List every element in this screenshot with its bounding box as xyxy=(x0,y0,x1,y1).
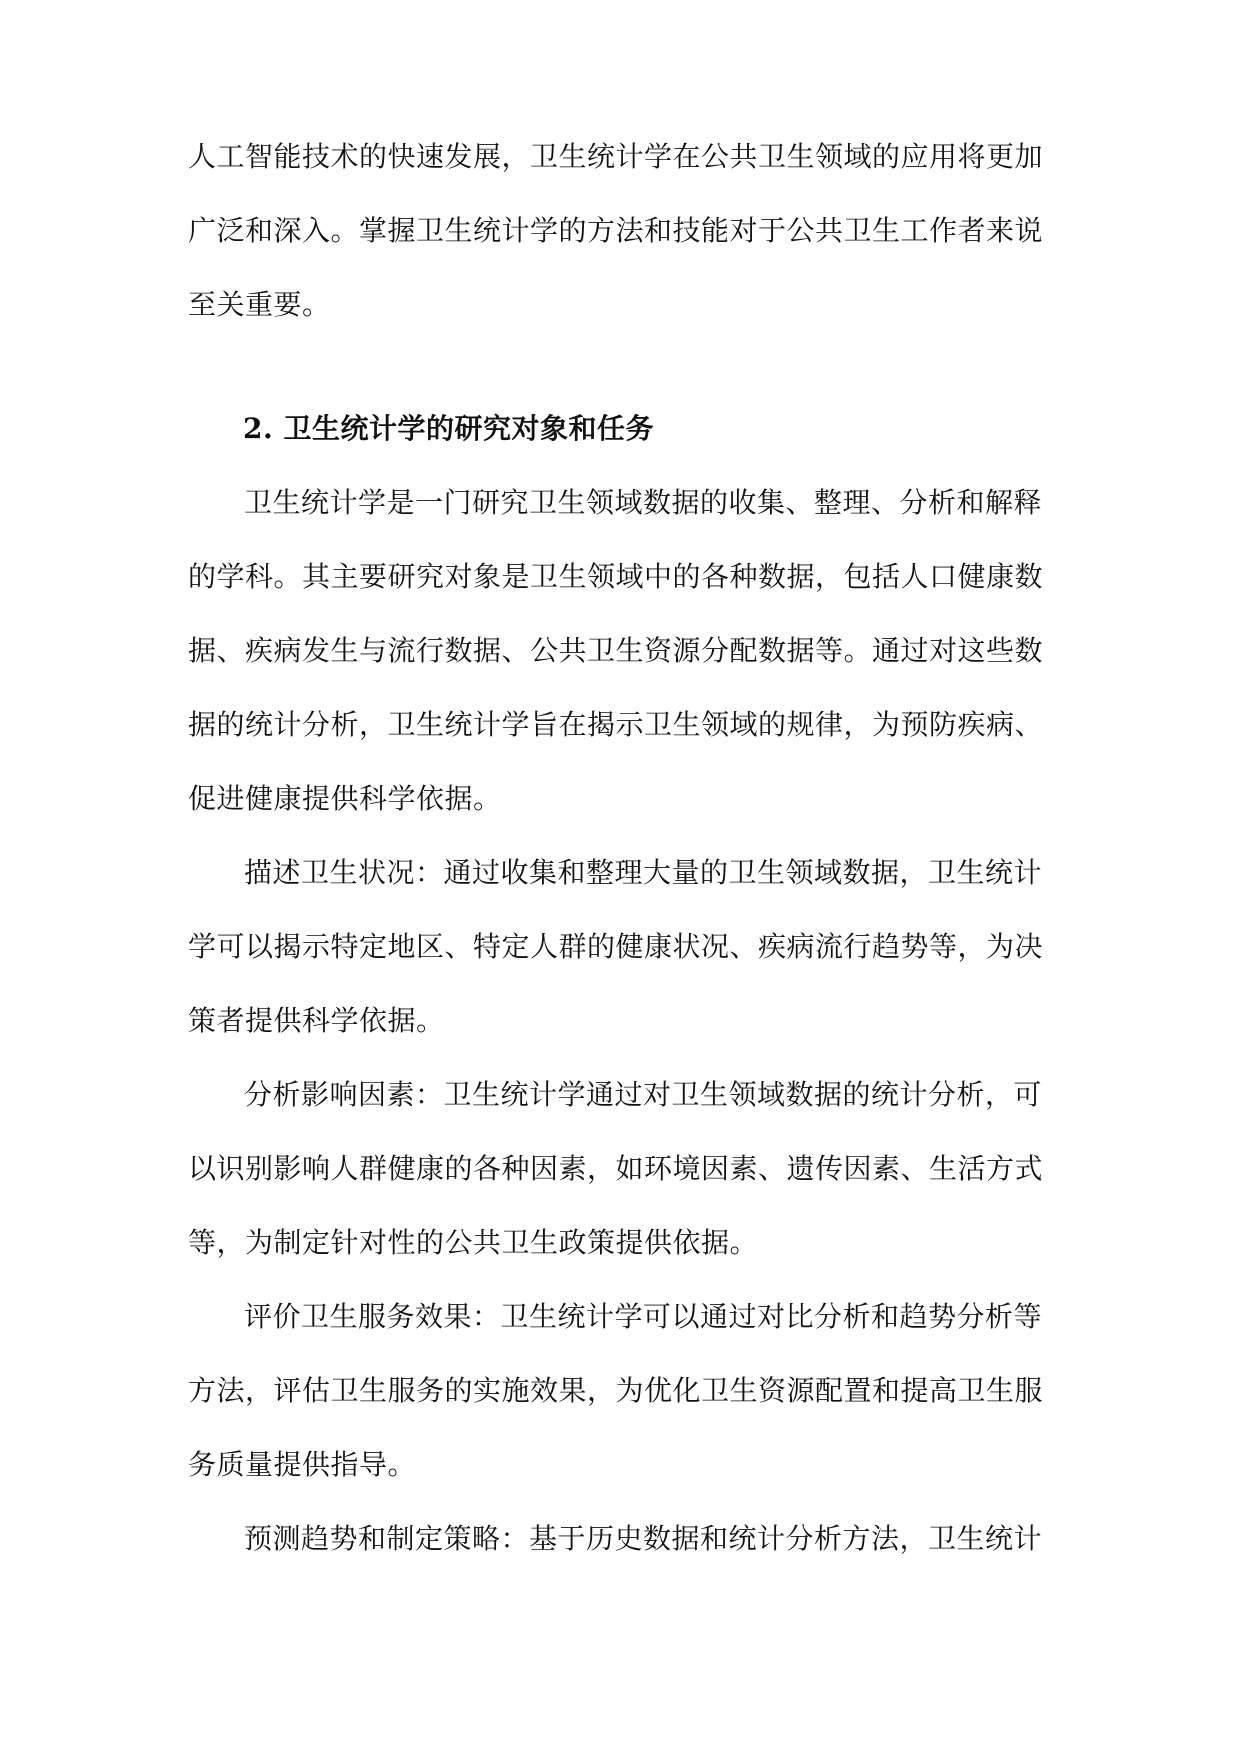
paragraph-evaluate-services: 评价卫生服务效果：卫生统计学可以通过对比分析和趋势分析等方法，评估卫生服务的实施效果，为优化卫生资源配置和提高卫生服务质量提供指导。 xyxy=(188,1300,1044,1481)
intro-paragraph: 人工智能技术的快速发展，卫生统计学在公共卫生领域的应用将更加广泛和深入。掌握卫生统计学的方法和技能对于公共卫生工作者来说至关重要。 xyxy=(188,140,1044,321)
section-heading: 2. 卫生统计学的研究对象和任务 xyxy=(243,412,654,445)
paragraph-analyze-factors: 分析影响因素：卫生统计学通过对卫生领域数据的统计分析，可以识别影响人群健康的各种因素，如环境因素、遗传因素、生活方式等，为制定针对性的公共卫生政策提供依据。 xyxy=(188,1078,1044,1259)
paragraph-predict-trends: 预测趋势和制定策略：基于历史数据和统计分析方法，卫生统计 xyxy=(244,1522,1043,1555)
paragraph-research-object: 卫生统计学是一门研究卫生领域数据的收集、整理、分析和解释的学科。其主要研究对象是卫生领域中的各种数据，包括人口健康数据、疾病发生与流行数据、公共卫生资源分配数据等。通过对这些数据的统计分析，卫生统计学旨在揭示卫生领域的规律，为预防疾病、促进健康提供科学依据。 xyxy=(188,486,1044,815)
paragraph-describe-health: 描述卫生状况：通过收集和整理大量的卫生领域数据，卫生统计学可以揭示特定地区、特定人群的健康状况、疾病流行趋势等，为决策者提供科学依据。 xyxy=(188,856,1044,1037)
